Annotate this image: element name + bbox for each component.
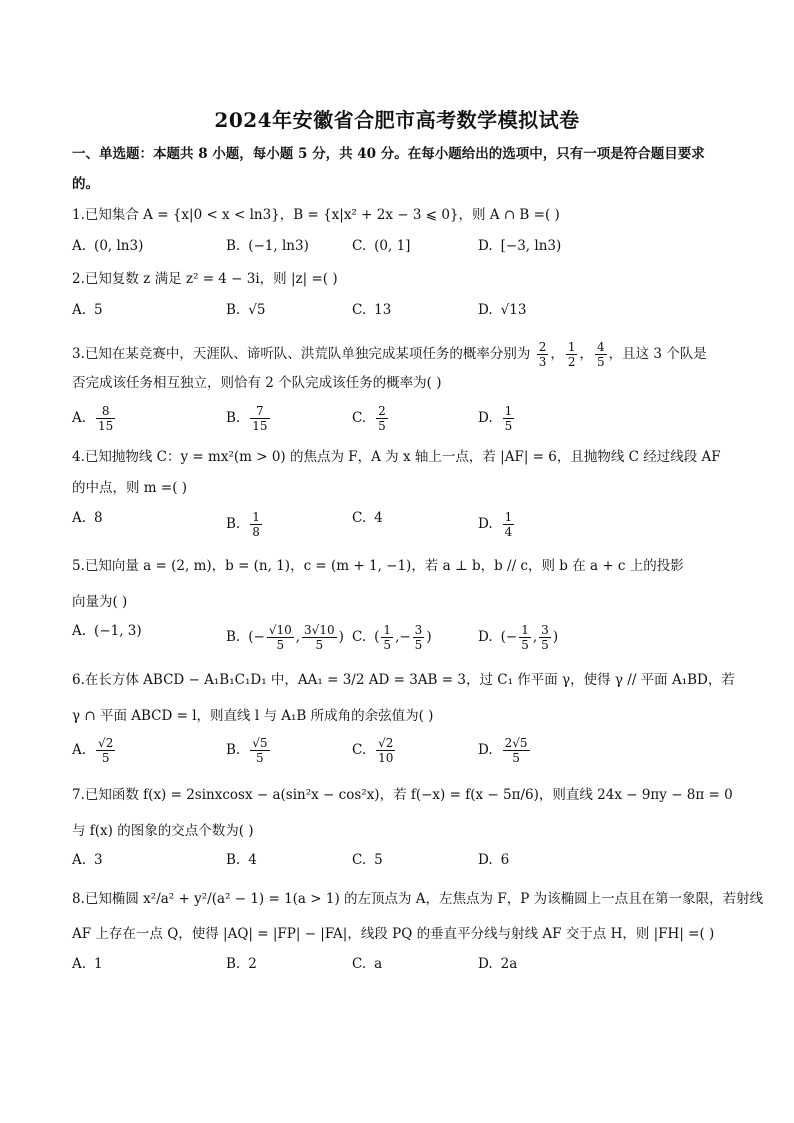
option-c: C. 13 (352, 302, 392, 318)
option-b: B. $\frac{7}{15}$ (226, 404, 268, 433)
question-7-line2: 与 f(x) 的图象的交点个数为( ) (72, 823, 254, 839)
question-8-options (72, 956, 722, 980)
option-c: C. $\frac{2}{5}$ (352, 404, 386, 433)
option-b: B. $\frac{1}{8}$ (226, 510, 260, 539)
question-6-line2: γ ∩ 平面 ABCD = l，则直线 l 与 A₁B 所成角的余弦值为( ) (72, 708, 434, 724)
question-2: 2.已知复数 z 满足 z² = 4 − 3i，则 |z| =( ) (72, 271, 338, 287)
option-b: B. (−1, ln3) (226, 238, 309, 254)
option-c: C. $\frac{√2}{10}$ (352, 736, 394, 765)
option-d: D. [−3, ln3) (478, 238, 562, 254)
question-6-options (72, 736, 722, 765)
option-d: D. $\frac{1}{5}$ (478, 404, 513, 433)
question-4-line2: 的中点，则 m =( ) (72, 480, 188, 496)
option-a: A. 1 (72, 956, 103, 972)
section-header-line1: 一、单选题：本题共 8 小题，每小题 5 分，共 40 分。在每小题给出的选项中，只有一项是符合题目要求 (72, 146, 705, 162)
section-header (72, 139, 722, 199)
question-8-line2: AF 上存在一点 Q，使得 |AQ| = |FP| − |FA|，线段 PQ 的垂直平分线与射线 AF 交于点 H，则 |FH| =( ) (72, 926, 715, 942)
question-3: 3.已知在某竞赛中，天涯队、谛听队、洪荒队单独完成某项任务的概率分别为 $\frac{2}{3}$ ， $\frac{1}{2}$ ， $\frac{4}{5}$ ，且这 3 个队是 (72, 340, 707, 369)
question-6: 6.在长方体 ABCD − A₁B₁C₁D₁ 中，AA₁ = 3/2 AD = 3AB = 3，过 C₁ 作平面 γ，使得 γ // 平面 A₁BD，若 (72, 672, 735, 688)
question-5-options (72, 623, 722, 652)
question-5-line2: 向量为( ) (72, 594, 128, 610)
option-b: B. $\frac{√5}{5}$ (226, 736, 268, 765)
option-d: D. 2a (478, 956, 518, 972)
question-1-text: 已知集合 A = {x|0 < x < ln3}，B = {x|x² + 2x − 3 ⩽ 0}，则 A ∩ B =( ) (84, 207, 560, 223)
section-header-line2: 的。 (72, 176, 99, 192)
option-b: B. √5 (226, 302, 266, 318)
option-a: A. 3 (72, 852, 103, 868)
option-d: D. (− $\frac{1}{5}$ , $\frac{3}{5}$ ) (478, 623, 559, 652)
option-a: A. $\frac{8}{15}$ (72, 404, 114, 433)
option-a: A. $\frac{√2}{5}$ (72, 736, 114, 765)
question-3-line2: 否完成该任务相互独立，则恰有 2 个队完成该任务的概率为( ) (72, 375, 442, 391)
question-4-options (72, 510, 722, 539)
option-a: A. 5 (72, 302, 103, 318)
question-1-options (72, 238, 722, 262)
option-a: A. (0, ln3) (72, 238, 144, 254)
prob-1: $\frac{2}{3}$ (538, 340, 547, 369)
option-d: D. √13 (478, 302, 527, 318)
question-4: 4.已知抛物线 C：y = mx²(m > 0) 的焦点为 F，A 为 x 轴上一点，若 |AF| = 6，且抛物线 C 经过线段 AF (72, 449, 721, 465)
option-d: D. $\frac{1}{4}$ (478, 510, 513, 539)
option-d: D. 6 (478, 852, 510, 868)
option-a: A. (−1, 3) (72, 623, 142, 639)
option-b: B. 2 (226, 956, 257, 972)
option-c: C. 4 (352, 510, 383, 526)
option-c: C. ( $\frac{1}{5}$ ,− $\frac{3}{5}$ ) (352, 623, 432, 652)
question-1: 1.已知集合 A = {x|0 < x < ln3}，B = {x|x² + 2x − 3 ⩽ 0}，则 A ∩ B =( ) (72, 207, 560, 223)
question-3-options (72, 404, 722, 433)
option-b: B. 4 (226, 852, 257, 868)
question-5: 5.已知向量 a = (2, m)，b = (n, 1)，c = (m + 1, −1)，若 a ⊥ b，b // c，则 b 在 a + c 上的投影 (72, 558, 684, 574)
question-2-text: 已知复数 z 满足 z² = 4 − 3i，则 |z| =( ) (84, 271, 338, 287)
question-7: 7.已知函数 f(x) = 2sinxcosx − a(sin²x − cos²x)，若 f(−x) = f(x − 5π/6)，则直线 24x − 9πy − 8π = 0 (72, 787, 733, 803)
prob-3: $\frac{4}{5}$ (596, 340, 605, 369)
option-c: C. (0, 1] (352, 238, 411, 254)
question-8: 8.已知椭圆 x²/a² + y²/(a² − 1) = 1(a > 1) 的左顶点为 A，左焦点为 F，P 为该椭圆上一点且在第一象限，若射线 (72, 891, 764, 907)
question-2-options (72, 302, 722, 326)
option-a: A. 8 (72, 510, 103, 526)
option-c: C. a (352, 956, 383, 972)
page-title: 2024年安徽省合肥市高考数学模拟试卷 (214, 108, 580, 132)
option-b: B. (− $\frac{√10}{5}$ , $\frac{3√10}{5}$ ) (226, 623, 344, 652)
option-c: C. 5 (352, 852, 383, 868)
prob-2: $\frac{1}{2}$ (567, 340, 576, 369)
option-d: D. $\frac{2√5}{5}$ (478, 736, 528, 765)
question-7-options (72, 852, 722, 876)
